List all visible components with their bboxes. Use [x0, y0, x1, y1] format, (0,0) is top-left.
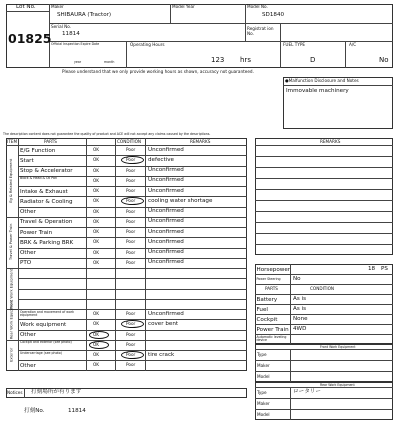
hours-value: 123: [211, 56, 225, 64]
group-label: Exterior: [9, 347, 14, 363]
ac-value: No: [379, 56, 389, 64]
row-poor: Poor: [126, 147, 136, 152]
work-equipment-label: Maker: [257, 363, 270, 368]
registration-label: Registrat ion No.: [247, 26, 274, 37]
work-equipment-label: Model: [257, 412, 270, 417]
row-poor: Poor: [126, 157, 136, 163]
row-remark: Unconfirmed: [148, 167, 184, 173]
row-part: Start: [20, 157, 34, 164]
row-poor: Poor: [126, 188, 136, 193]
spec-parts-header: PARTS: [265, 286, 278, 291]
fuel-type-value: D: [310, 56, 316, 64]
row-ok: OK: [93, 362, 100, 368]
row-poor: Poor: [126, 331, 136, 337]
row-poor: Poor: [126, 352, 136, 357]
row-ok: OK: [93, 229, 100, 234]
row-poor: Poor: [126, 198, 136, 204]
row-part: Work equipment: [20, 321, 67, 328]
row-ok: OK: [93, 188, 100, 193]
lot-label: Lot No.: [16, 4, 36, 10]
row-part: Undercarriage (see photo): [20, 350, 62, 355]
row-poor: Poor: [126, 259, 136, 265]
work-equipment-label: Model: [257, 374, 270, 379]
group-label: Travel & Power Train: [9, 223, 14, 261]
spec-label: Fuel: [256, 306, 268, 313]
row-ok: OK: [93, 177, 100, 183]
row-remark: Unconfirmed: [148, 146, 184, 153]
row-poor: Poor: [126, 362, 136, 368]
row-ok: OK: [93, 198, 100, 204]
group-label: Rear Work Equipment: [9, 300, 14, 340]
row-ok: OK: [93, 208, 100, 214]
spec-condition-header: CONDITION: [310, 286, 335, 291]
year-label: year: [74, 60, 82, 64]
maker-label: Maker: [51, 4, 64, 9]
spec-label: Power Train: [256, 326, 289, 333]
serial-label: Serial No.: [51, 24, 72, 29]
model-no-label: Model No.: [247, 4, 268, 9]
row-remark: Unconfirmed: [148, 208, 184, 214]
ok-circle-mark: [89, 331, 109, 339]
lot-number: 01825: [8, 31, 52, 46]
row-ok: OK: [93, 321, 100, 327]
poor-circle-mark: [121, 351, 144, 359]
ac-label: A/C: [349, 42, 357, 47]
row-part: Travel & Operation: [20, 219, 73, 226]
work-equipment-block: [255, 344, 393, 382]
row-poor: Poor: [126, 311, 136, 316]
row-remark: Unconfirmed: [148, 249, 184, 255]
row-part: Operation and movement of work equipment: [20, 309, 74, 318]
side-remarks-header: REMARKS: [320, 139, 341, 144]
spec-value: No: [293, 275, 301, 282]
horsepower-unit: PS: [381, 265, 388, 272]
row-poor: Poor: [126, 218, 136, 224]
serial-value: 11814: [62, 31, 80, 37]
header-condition: CONDITION: [117, 138, 142, 144]
row-poor: Poor: [126, 341, 136, 347]
ok-circle-mark: [89, 341, 109, 349]
row-ok: OK: [93, 249, 100, 255]
row-remark: Unconfirmed: [148, 259, 184, 266]
row-ok: OK: [93, 218, 100, 224]
header-parts: PARTS: [44, 138, 57, 144]
notices-text: 打刻場所が有ります: [31, 389, 82, 395]
row-poor: Poor: [126, 167, 136, 173]
work-equipment-value: ロータリー: [293, 388, 321, 395]
row-part: Other: [20, 332, 36, 338]
header-item: ITEM: [7, 138, 18, 144]
quality-notice: The description content does not guarantee the quality of product and ACE will not accept any claims caused by the descriptions.: [3, 132, 211, 136]
row-remark: Unconfirmed: [148, 310, 184, 317]
row-part: Block & Head & Oil Pan: [20, 176, 58, 181]
row-remark: Unconfirmed: [148, 228, 184, 235]
row-remark: Unconfirmed: [148, 218, 184, 225]
horsepower-value: 18: [368, 265, 376, 272]
row-ok: OK: [93, 341, 100, 347]
stamp-value: 11814: [68, 408, 86, 414]
row-remark: cooling water shortage: [148, 197, 213, 204]
row-part: Other: [20, 209, 36, 215]
row-part: Radiator & Cooling: [20, 198, 73, 205]
row-part: Cockpit and exterior (see photo): [20, 340, 72, 345]
spec-value: 4WD: [293, 325, 307, 332]
spec-value: None: [293, 315, 308, 322]
hours-unit: hrs: [240, 56, 251, 64]
row-remark: tire crack: [148, 351, 175, 358]
model-year-label: Model Year: [172, 4, 195, 9]
group-label: Front Work Equipment: [9, 268, 14, 309]
row-ok: OK: [93, 167, 100, 173]
row-ok: OK: [93, 311, 100, 316]
row-poor: Poor: [126, 249, 136, 255]
row-ok: OK: [93, 239, 100, 245]
spec-label: Horsepower: [256, 266, 291, 273]
row-poor: Poor: [126, 229, 136, 234]
work-equipment-label: Type: [257, 352, 267, 357]
model-no-value: SD1840: [262, 12, 285, 18]
spec-label: Battery: [256, 296, 278, 303]
row-part: Intake & Exhaust: [20, 188, 68, 195]
spec-label: Automatic leveling device: [256, 334, 287, 343]
row-part: BRK & Parking BRK: [20, 239, 74, 246]
fuel-type-label: FUEL TYPE: [283, 42, 306, 47]
header-remarks: REMARKS: [190, 138, 211, 144]
spec-label: Cockpit: [256, 316, 278, 323]
work-equipment-title: Rear Work Equipment: [320, 382, 355, 387]
malfunction-text: Immovable machinery: [286, 88, 349, 94]
malfunction-title: ●Malfunction Disclosure and Notes: [285, 78, 359, 83]
notices-label: Notices: [7, 390, 23, 395]
row-poor: Poor: [126, 239, 136, 245]
inspection-label: Official Inspection Expire Date: [51, 42, 100, 46]
work-equipment-label: Maker: [257, 401, 270, 406]
row-part: Other: [20, 362, 36, 369]
row-poor: Poor: [126, 177, 136, 183]
spec-value: As is: [293, 305, 306, 312]
work-equipment-label: Type: [257, 390, 267, 395]
month-label: month: [104, 60, 115, 64]
row-part: E/G Function: [20, 147, 56, 154]
work-equipment-title: Front Work Equipment: [320, 344, 356, 349]
row-ok: OK: [93, 259, 100, 265]
row-remark: Unconfirmed: [148, 187, 184, 194]
row-poor: Poor: [126, 321, 136, 327]
row-ok: OK: [93, 352, 100, 357]
row-remark: cover bent: [148, 320, 179, 327]
row-ok: OK: [93, 157, 100, 163]
work-equipment-block: [255, 382, 393, 420]
spec-label: Power Steering: [256, 276, 281, 281]
row-poor: Poor: [126, 208, 136, 214]
hours-notice: Please understand that we only provide working hours as shown, accuracy not guaranteed.: [62, 69, 254, 74]
row-part: PTO: [20, 260, 32, 267]
row-remark: Unconfirmed: [148, 177, 184, 184]
row-remark: defective: [148, 156, 174, 163]
row-part: Other: [20, 250, 36, 256]
spec-value: As is: [293, 295, 306, 302]
group-label: Eg & Related Equipment: [9, 158, 14, 203]
row-ok: OK: [93, 147, 100, 152]
row-ok: OK: [93, 331, 100, 337]
row-part: Stop & Accelerator: [20, 168, 73, 174]
maker-value: SHIBAURA (Tractor): [57, 12, 112, 18]
row-remark: Unconfirmed: [148, 238, 184, 245]
hours-label: Operating Hours: [130, 42, 165, 47]
row-part: Power Train: [20, 229, 53, 236]
stamp-label: 打刻No.: [24, 408, 45, 414]
